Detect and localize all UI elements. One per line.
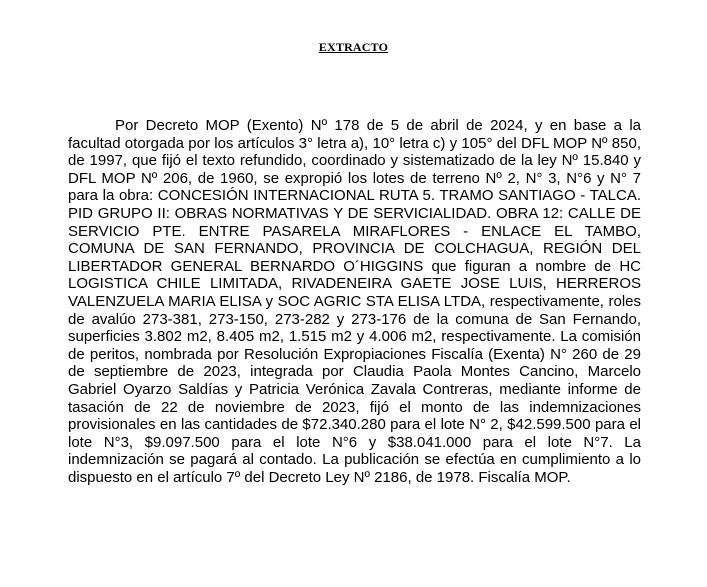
document-title: EXTRACTO [318,40,389,54]
document-body-paragraph: Por Decreto MOP (Exento) Nº 178 de 5 de abril de 2024, y en base a la facultad otorgada por los artículos 3° letra a), 10° letra c) y 105° del DFL MOP Nº 850, de 1997, que fijó el texto refundido, coordinado y sistematizado de la ley Nº 15.840 y DFL MOP Nº 206, de 1960, se expropió los lotes de terreno Nº 2, N° 3, N°6 y N° 7 para la obra: CONCESIÓN INTERNACIONAL RUTA 5. TRAMO SANTIAGO - TALCA. PID GRUPO II: OBRAS NORMATIVAS Y DE SERVICIALIDAD. OBRA 12: CALLE DE SERVICIO PTE. ENTRE PASARELA MIRAFLORES - ENLACE EL TAMBO, COMUNA DE SAN FERNANDO, PROVINCIA DE COLCHAGUA, REGIÓN DEL LIBERTADOR GENERAL BERNARDO O´HIGGINS que figuran a nombre de HC LOGISTICA CHILE LIMITADA, RIVADENEIRA GAETE JOSE LUIS, HERREROS VALENZUELA MARIA ELISA y SOC AGRIC STA ELISA LTDA, respectivamente, roles de avalúo 273-381, 273-150, 273-282 y 273-176 de la comuna de San Fernando, superficies 3.802 m2, 8.405 m2, 1.515 m2 y 4.006 m2, respectivamente. La comisión de peritos, nombrada por Resolución Expropiaciones Fiscalía (Exenta) N° 260 de 29 de septiembre de 2023, integrada por Claudia Paola Montes Cancino, Marcelo Gabriel Oyarzo Saldías y Patricia Verónica Zavala Contreras, mediante informe de tasación de 22 de noviembre de 2023, fijó el monto de las indemnizaciones provisionales en las cantidades de $72.340.280 para el lote N° 2, $42.599.500 para el lote N°3, $9.097.500 para el lote N°6 y $38.041.000 para el lote N°7. La indemnización se pagará al contado. La publicación se efectúa en cumplimiento a lo dispuesto en el artículo 7º del Decreto Ley Nº 2186, de 1978. Fiscalía MOP. [68,117,641,486]
